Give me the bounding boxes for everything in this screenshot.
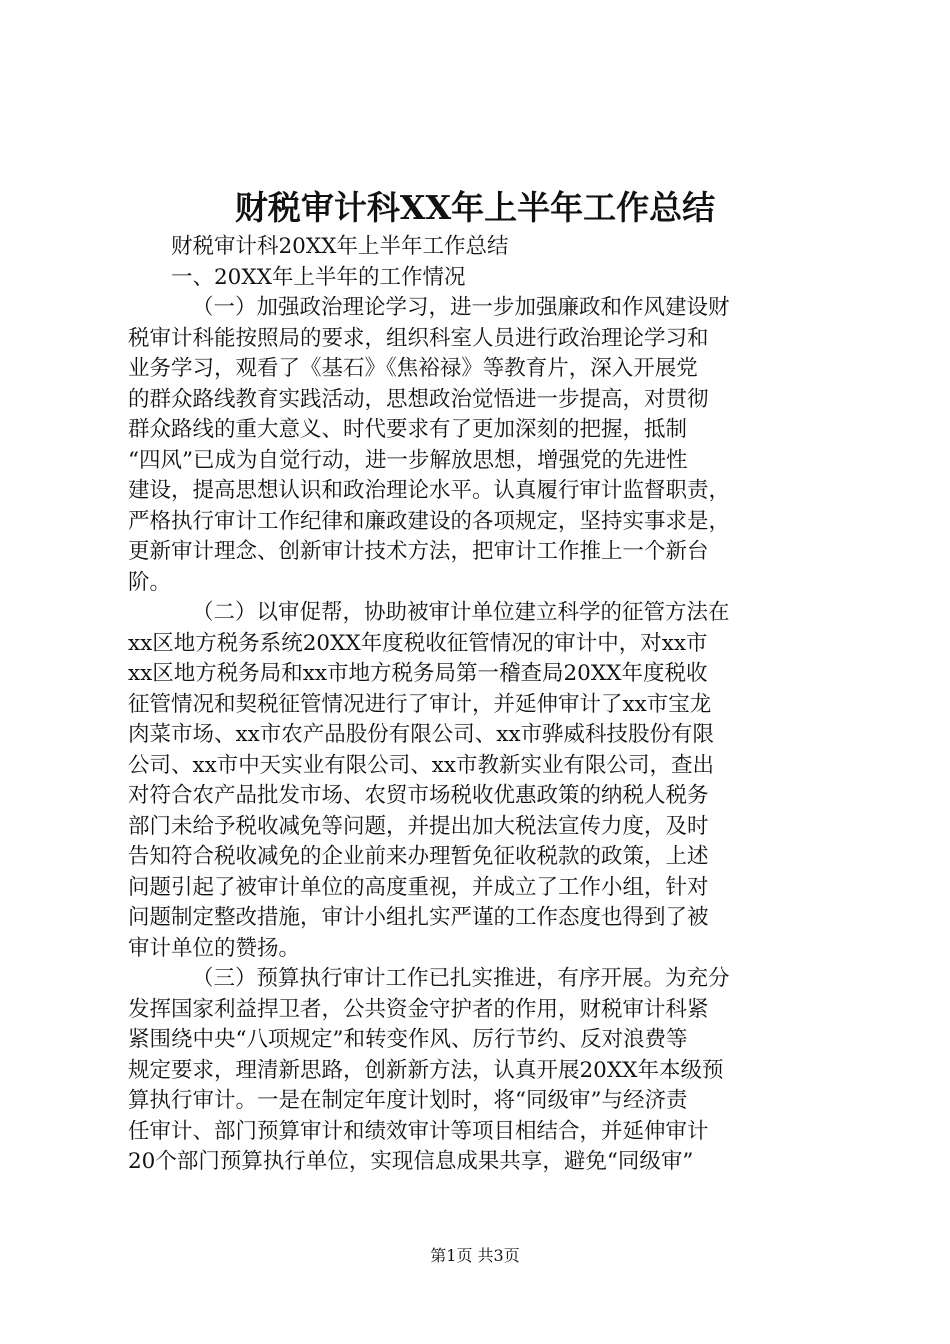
paragraph-2-line: 部门未给予税收减免等问题，并提出加大税法宣传力度，及时	[128, 813, 709, 839]
document-title: 财税审计科XX年上半年工作总结	[234, 188, 716, 227]
paragraph-1-line: 群众路线的重大意义、时代要求有了更加深刻的把握，抵制	[128, 417, 688, 442]
paragraph-1-line: 严格执行审计工作纪律和廉政建设的各项规定，坚持实事求是，	[128, 508, 731, 534]
paragraph-2-line: 公司、xx市中天实业有限公司、xx市教新实业有限公司，查出	[128, 752, 715, 778]
paragraph-1-line: 税审计科能按照局的要求，组织科室人员进行政治理论学习和	[128, 325, 709, 351]
paragraph-1-line: 的群众路线教育实践活动，思想政治觉悟进一步提高，对贯彻	[128, 386, 709, 412]
paragraph-3-line: 发挥国家利益捍卫者，公共资金守护者的作用，财税审计科紧	[128, 996, 709, 1022]
page-number-footer: 第1页 共3页	[430, 1246, 520, 1265]
paragraph-2-line: 征管情况和契税征管情况进行了审计，并延伸审计了xx市宝龙	[128, 691, 712, 717]
paragraph-2-line: （二）以审促帮，协助被审计单位建立科学的征管方法在	[192, 600, 730, 625]
paragraph-3-line: （三）预算执行审计工作已扎实推进，有序开展。为充分	[192, 966, 730, 991]
paragraph-2-line: 对符合农产品批发市场、农贸市场税收优惠政策的纳税人税务	[128, 783, 709, 808]
paragraph-1-line: 建设，提高思想认识和政治理论水平。认真履行审计监督职责，	[128, 478, 731, 503]
paragraph-2-line: 问题引起了被审计单位的高度重视，并成立了工作小组，针对	[128, 874, 709, 900]
paragraph-1-line: 业务学习，观看了《基石》《焦裕禄》等教育片，深入开展党	[128, 356, 698, 381]
paragraph-3-line: 任审计、部门预算审计和绩效审计等项目相结合，并延伸审计	[128, 1118, 709, 1144]
paragraph-2-line: 问题制定整改措施，审计小组扎实严谨的工作态度也得到了被	[128, 905, 709, 930]
paragraph-1-line: 阶。	[128, 569, 172, 595]
paragraph-2-line: 审计单位的赞扬。	[128, 935, 301, 961]
paragraph-2-line: xx区地方税务系统20XX年度税收征管情况的审计中，对xx市	[128, 630, 708, 656]
paragraph-2-line: xx区地方税务局和xx市地方税务局第一稽查局20XX年度税收	[128, 661, 708, 686]
paragraph-3-line: 规定要求，理清新思路，创新新方法，认真开展20XX年本级预	[128, 1057, 724, 1083]
paragraph-3-line: 20个部门预算执行单位，实现信息成果共享，避免“同级审”	[128, 1149, 694, 1174]
paragraph-3-line: 紧围绕中央“八项规定”和转变作风、厉行节约、反对浪费等	[128, 1027, 688, 1052]
paragraph-2-line: 肉菜市场、xx市农产品股份有限公司、xx市骅威科技股份有限	[128, 722, 715, 747]
subtitle-line: 财税审计科20XX年上半年工作总结	[171, 234, 509, 259]
paragraph-1-line: “四风”已成为自觉行动，进一步解放思想，增强党的先进性	[128, 447, 688, 473]
paragraph-3-line: 算执行审计。一是在制定年度计划时，将“同级审”与经济责	[128, 1088, 688, 1113]
document-body	[128, 232, 830, 1178]
section-heading: 一、20XX年上半年的工作情况	[171, 264, 466, 290]
paragraph-1-line: （一）加强政治理论学习，进一步加强廉政和作风建设财	[192, 295, 730, 320]
paragraph-1-line: 更新审计理念、创新审计技术方法，把审计工作推上一个新台	[128, 539, 709, 564]
paragraph-2-line: 告知符合税收减免的企业前来办理暂免征收税款的政策，上述	[128, 844, 709, 869]
